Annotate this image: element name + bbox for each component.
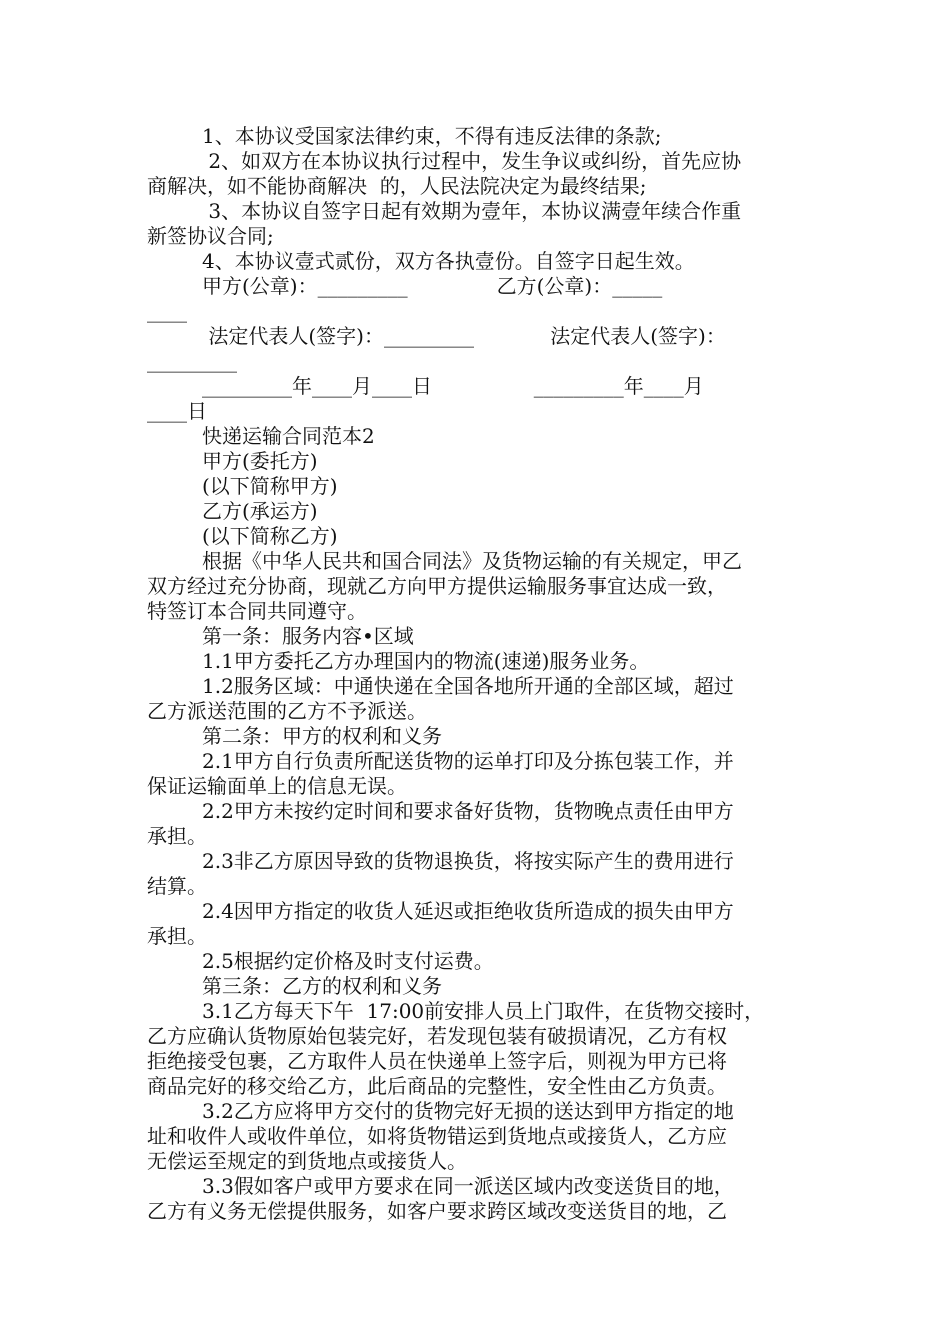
text-line: ____	[147, 299, 187, 323]
text-line: 特签订本合同共同遵守。	[147, 599, 367, 623]
text-line: 3.3假如客户或甲方要求在同一派送区域内改变送货目的地，	[202, 1174, 734, 1198]
text-line: 承担。	[147, 924, 207, 948]
text-line: 2、如双方在本协议执行过程中，发生争议或纠纷，首先应协	[202, 149, 742, 173]
text-line: (以下简称乙方)	[202, 524, 338, 548]
text-line: 2.3非乙方原因导致的货物退换货，将按实际产生的费用进行	[202, 849, 734, 873]
text-line: 1.2服务区域：中通快递在全国各地所开通的全部区域，超过	[202, 674, 734, 698]
section-heading: 第三条：乙方的权利和义务	[202, 974, 442, 998]
text-line: 保证运输面单上的信息无误。	[147, 774, 407, 798]
text-line: _________	[147, 349, 237, 373]
text-line: 3.2乙方应将甲方交付的货物完好无损的送达到甲方指定的地	[202, 1099, 734, 1123]
text-line: 1、本协议受国家法律约束，不得有违反法律的条款;	[202, 124, 662, 148]
text-line: 2.4因甲方指定的收货人延迟或拒绝收货所造成的损失由甲方	[202, 899, 734, 923]
text-line: 2.1甲方自行负责所配送货物的运单打印及分拣包装工作，并	[202, 749, 734, 773]
date-line: _________年____月____日 _________年____月	[202, 374, 704, 398]
text-line: 2.5根据约定价格及时支付运费。	[202, 949, 494, 973]
text-line: 结算。	[147, 874, 207, 898]
text-line: 商品完好的移交给乙方，此后商品的完整性，安全性由乙方负责。	[147, 1074, 727, 1098]
section-heading: 第一条：服务内容•区域	[202, 624, 414, 648]
text-line: 乙方(承运方)	[202, 499, 318, 523]
text-line: 3.1乙方每天下午 17:00前安排人员上门取件，在货物交接时，	[202, 999, 765, 1023]
signature-line-party-a-b: 甲方(公章)：_________ 乙方(公章)：_____	[202, 274, 663, 298]
text-line: 1.1甲方委托乙方办理国内的物流(速递)服务业务。	[202, 649, 650, 673]
text-line: 新签协议合同;	[147, 224, 274, 248]
text-line: 4、本协议壹式贰份，双方各执壹份。自签字日起生效。	[202, 249, 695, 273]
text-line: (以下简称甲方)	[202, 474, 338, 498]
signature-line-representatives: 法定代表人(签字)：_________ 法定代表人(签字)：	[202, 324, 726, 348]
text-line: 乙方应确认货物原始包装完好，若发现包装有破损请况，乙方有权	[147, 1024, 727, 1048]
section-heading: 第二条：甲方的权利和义务	[202, 724, 442, 748]
document-title: 快递运输合同范本2	[202, 424, 375, 448]
text-line: 双方经过充分协商，现就乙方向甲方提供运输服务事宜达成一致，	[147, 574, 727, 598]
text-line: 拒绝接受包裹，乙方取件人员在快递单上签字后，则视为甲方已将	[147, 1049, 727, 1073]
text-line: 乙方有义务无偿提供服务，如客户要求跨区域改变送货目的地，乙	[147, 1199, 727, 1223]
text-line: 根据《中华人民共和国合同法》及货物运输的有关规定，甲乙	[202, 549, 742, 573]
text-line: 3、本协议自签字日起有效期为壹年，本协议满壹年续合作重	[202, 199, 742, 223]
text-line: 承担。	[147, 824, 207, 848]
text-line: 2.2甲方未按约定时间和要求备好货物，货物晚点责任由甲方	[202, 799, 734, 823]
text-line: 址和收件人或收件单位，如将货物错运到货地点或接货人，乙方应	[147, 1124, 727, 1148]
text-line: 商解决，如不能协商解决 的，人民法院决定为最终结果;	[147, 174, 647, 198]
text-line: 甲方(委托方)	[202, 449, 318, 473]
text-line: 乙方派送范围的乙方不予派送。	[147, 699, 427, 723]
text-line: 无偿运至规定的到货地点或接货人。	[147, 1149, 467, 1173]
text-line: ____日	[147, 399, 207, 423]
